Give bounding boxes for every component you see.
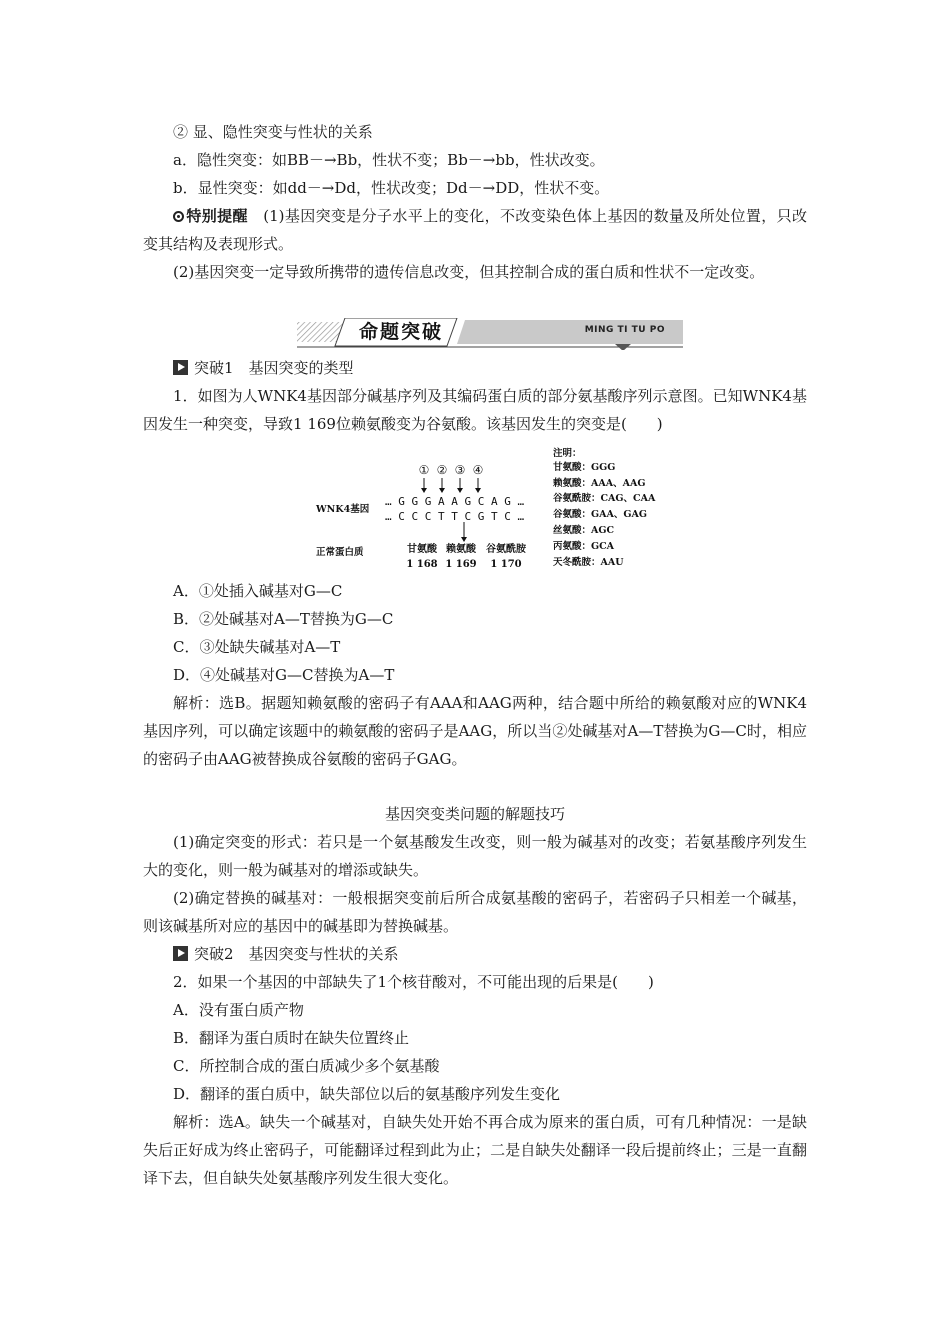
tip-text: (1)基因突变是分子水平上的变化，不改变染色体上基因的数量及所处位置，只改变其结构及表现形式。 — [143, 207, 807, 253]
break1-heading-text: 突破1 基因突变的类型 — [194, 359, 354, 377]
wnk4-diagram — [306, 444, 686, 574]
tips-point-1: (1)确定突变的形式：若只是一个氨基酸发生改变，则一般为碱基对的改变；若氨基酸序列发生大的变化，则一般为碱基对的增添或缺失。 — [143, 833, 807, 879]
position-1168: 1 168 — [406, 559, 438, 570]
tips-point-2: (2)确定替换的碱基对：一般根据突变前后所合成氨基酸的密码子，若密码子只相差一个碱基，则该碱基所对应的基因中的碱基即为替换碱基。 — [143, 889, 807, 935]
marker-1: ① — [418, 463, 430, 477]
note-gly: 甘氨酸：GGG — [553, 462, 616, 473]
q1-option-a: A．①处插入碱基对G—C — [173, 582, 343, 600]
recessive-mutation-line: a．隐性突变：如BB－→Bb，性状不变；Bb－→bb，性状改变。 — [173, 151, 605, 169]
position-1170: 1 170 — [490, 559, 522, 570]
play-icon — [173, 360, 188, 375]
question-2: 2．如果一个基因的中部缺失了1个核苷酸对，不可能出现的后果是( ) — [173, 973, 654, 991]
banner-title: 命题突破 — [358, 321, 443, 343]
gene-label: WNK4基因 — [316, 504, 370, 515]
marker-3: ③ — [454, 463, 466, 477]
dominance-heading: ② 显、隐性突变与性状的关系 — [173, 123, 373, 141]
amino-acid-1170: 谷氨酰胺 — [486, 544, 526, 555]
question-1: 1．如图为人WNK4基因部分碱基序列及其编码蛋白质的部分氨基酸序列示意图。已知WNK4基因发生一种突变，导致1 169位赖氨酸变为谷氨酸。该基因发生的突变是( ) — [143, 387, 807, 433]
q1-option-b: B．②处碱基对A—T替换为G—C — [173, 610, 394, 628]
break2-heading — [143, 940, 807, 968]
expression-arrow-head — [461, 537, 467, 542]
marker-arrows — [421, 478, 481, 493]
section-banner — [297, 318, 683, 350]
note-asn: 天冬酰胺：AAU — [553, 557, 624, 568]
q2-option-d: D．翻译的蛋白质中，缺失部位以后的氨基酸序列发生变化 — [173, 1085, 561, 1103]
break1-heading — [143, 354, 807, 382]
marker-2: ② — [436, 463, 448, 477]
special-tip-paragraph — [143, 202, 807, 258]
amino-acid-1168: 甘氨酸 — [407, 544, 437, 555]
marker-4: ④ — [472, 463, 484, 477]
note-glu: 谷氨酸：GAA、GAG — [553, 509, 647, 520]
protein-label: 正常蛋白质 — [316, 547, 364, 558]
tip-point-2: (2)基因突变一定导致所携带的遗传信息改变，但其控制合成的蛋白质和性状不一定改变。 — [173, 263, 765, 281]
dominant-mutation-line: b．显性突变：如dd－→Dd，性状改变；Dd－→DD，性状不变。 — [173, 179, 610, 197]
note-title: 注明： — [553, 448, 582, 459]
strand-top: … G G G A A G C A G … — [385, 495, 525, 508]
q2-option-b: B．翻译为蛋白质时在缺失位置终止 — [173, 1029, 410, 1047]
play-icon — [173, 946, 188, 961]
note-lys: 赖氨酸：AAA、AAG — [553, 478, 646, 489]
tip-icon — [173, 211, 184, 222]
wnk4-figure — [306, 444, 686, 574]
position-1169: 1 169 — [445, 559, 477, 570]
tip-label: 特别提醒 — [186, 207, 248, 225]
q1-option-c: C．③处缺失碱基对A—T — [173, 638, 341, 656]
banner-subtitle: MING TI TU PO — [584, 325, 665, 335]
q2-option-c: C．所控制合成的蛋白质减少多个氨基酸 — [173, 1057, 440, 1075]
q1-option-d: D．④处碱基对G—C替换为A—T — [173, 666, 395, 684]
q2-option-a: A．没有蛋白质产物 — [173, 1001, 304, 1019]
tips-title: 基因突变类问题的解题技巧 — [384, 805, 565, 823]
break2-heading-text: 突破2 基因突变与性状的关系 — [194, 945, 399, 963]
strand-bottom: … C C C T T C G T C … — [385, 510, 525, 523]
q1-answer: 解析：选B。据题知赖氨酸的密码子有AAA和AAG两种，结合题中所给的赖氨酸对应的WNK4基因序列，可以确定该题中的赖氨酸的密码子是AAG，所以当②处碱基对A—T替换为G—C时，相应的密码子由AAG被替换成谷氨酸的密码子GAG。 — [143, 694, 807, 768]
amino-acid-1169: 赖氨酸 — [446, 544, 476, 555]
q2-answer: 解析：选A。缺失一个碱基对，自缺失处开始不再合成为原来的蛋白质，可有几种情况：一是缺失后正好成为终止密码子，可能翻译过程到此为止；二是自缺失处翻译一段后提前终止；三是一直翻译下去，但自缺失处氨基酸序列发生很大变化。 — [143, 1113, 807, 1187]
note-ala: 丙氨酸：GCA — [553, 541, 615, 552]
note-ser: 丝氨酸：AGC — [553, 525, 615, 536]
note-gln: 谷氨酰胺：CAG、CAA — [553, 493, 656, 504]
